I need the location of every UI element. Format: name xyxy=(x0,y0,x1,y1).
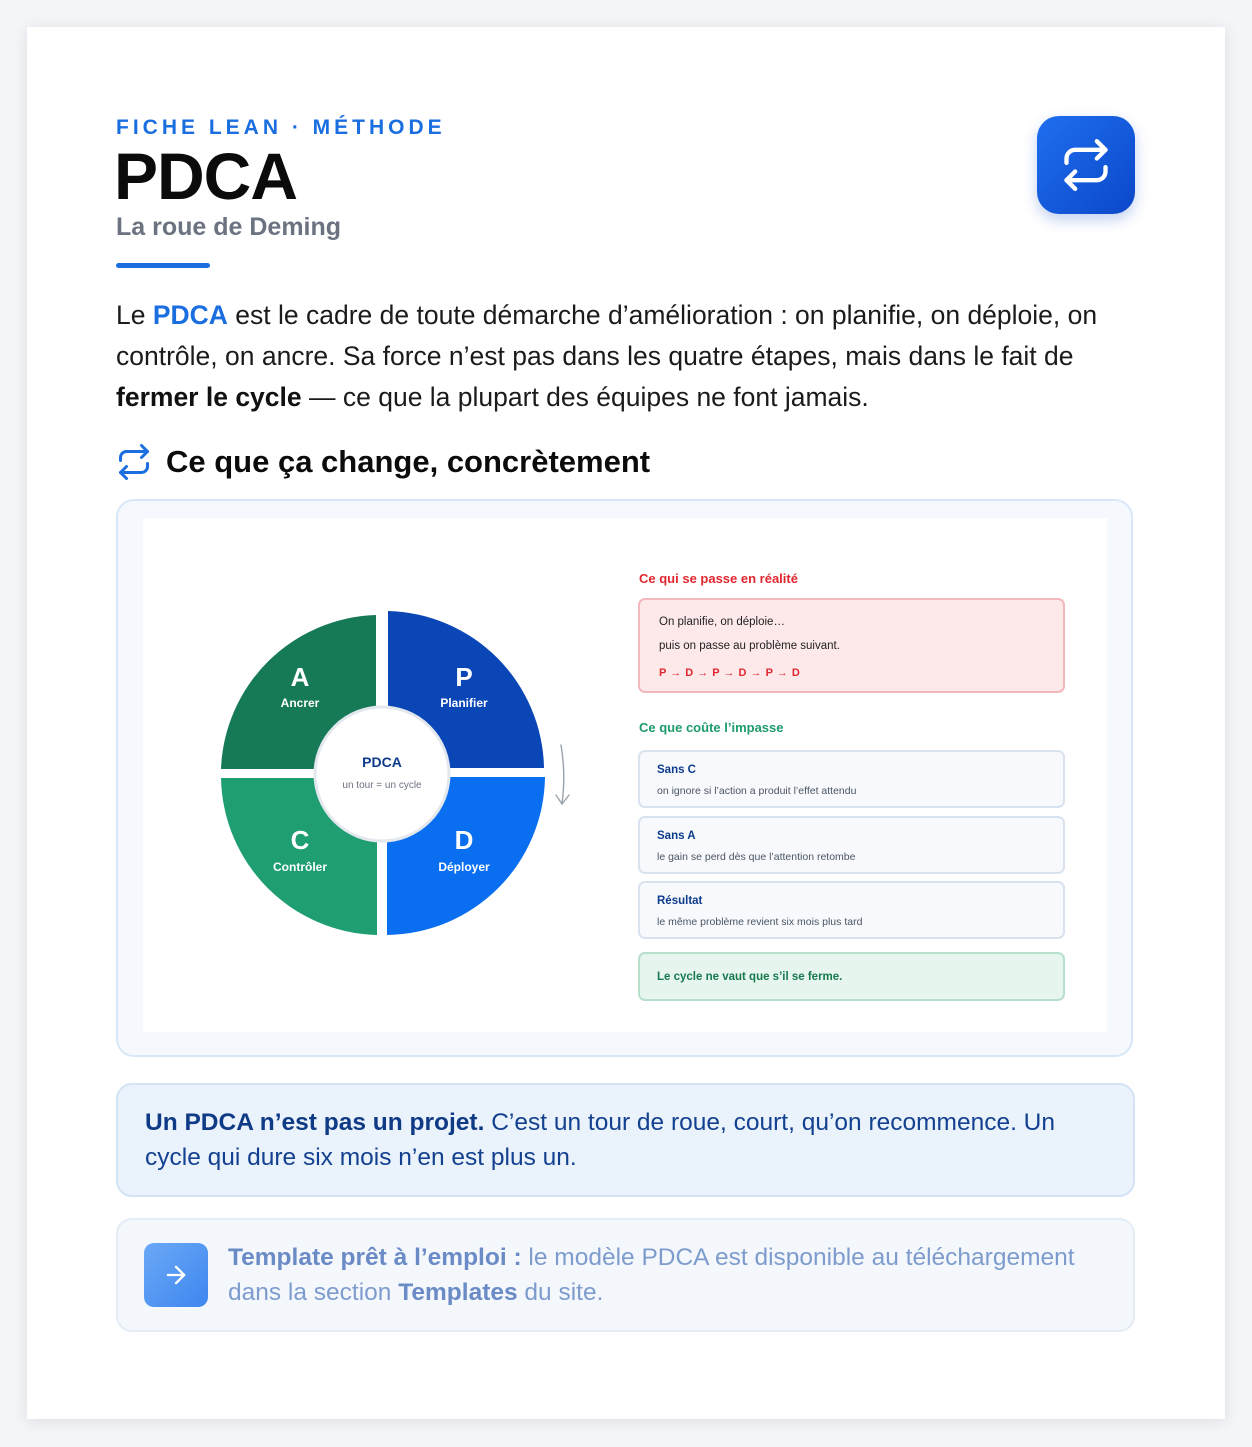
callout-body: C’est un tour de roue, court, qu’on recommence. Un cycle qui dure six mois n’en est plus un. xyxy=(145,1109,1056,1171)
cost-item-desc: le même problème revient six mois plus tard xyxy=(657,916,863,928)
eyebrow: FICHE LEAN · MÉTHODE xyxy=(116,116,446,139)
section-heading xyxy=(116,444,650,480)
template-bold: Template prêt à l’emploi : xyxy=(228,1244,522,1271)
template-text xyxy=(228,1240,1128,1310)
conclusion-box xyxy=(638,952,1065,1001)
cost-item xyxy=(638,816,1065,874)
brand-badge xyxy=(1037,116,1135,214)
intro-paragraph xyxy=(116,295,1126,418)
quadrant-label: Planifier xyxy=(440,696,488,710)
template-body: le modèle PDCA est disponible au téléchargement dans la section xyxy=(228,1244,1075,1306)
intro-highlight: PDCA xyxy=(152,300,228,330)
quadrant-letter: C xyxy=(290,825,310,855)
conclusion-text: Le cycle ne vaut que s’il se ferme. xyxy=(657,971,843,983)
title-underline xyxy=(116,263,210,268)
cost-item xyxy=(638,750,1065,808)
intro-text: est le cadre de toute démarche d’amélioration : on planifie, on déploie, on contrôle, on ancre. Sa force n’est pas dans les quatre étapes, mais dans le fait de xyxy=(116,300,1098,371)
wheel-center-sub: un tour = un cycle xyxy=(342,780,422,791)
repeat-icon xyxy=(1060,139,1112,191)
quadrant-label: Déployer xyxy=(438,860,490,874)
cost-label: Ce que coûte l’impasse xyxy=(639,720,784,735)
intro-text: — ce que la plupart des équipes ne font jamais. xyxy=(301,382,869,412)
templates-link[interactable]: Templates xyxy=(398,1279,518,1306)
wheel-center xyxy=(315,707,449,841)
repeat-icon xyxy=(116,444,152,480)
callout-text xyxy=(145,1105,1105,1175)
callout-box xyxy=(116,1083,1135,1197)
intro-bold: fermer le cycle xyxy=(116,382,302,412)
arrow-right-icon xyxy=(162,1261,190,1289)
reality-label: Ce qui se passe en réalité xyxy=(639,571,798,586)
reality-line: On planifie, on déploie… xyxy=(659,616,785,628)
template-banner[interactable] xyxy=(116,1218,1135,1332)
section-title: Ce que ça change, concrètement xyxy=(166,444,651,479)
template-link-button[interactable] xyxy=(144,1243,208,1307)
page-subtitle: La roue de Deming xyxy=(116,213,342,241)
reality-box xyxy=(638,598,1065,693)
rotation-arrow-icon xyxy=(556,745,569,804)
quadrant-letter: P xyxy=(455,662,473,692)
quadrant-letter: A xyxy=(290,662,310,692)
pdca-wheel xyxy=(210,600,580,945)
cost-item xyxy=(638,881,1065,939)
cost-item-title: Sans A xyxy=(657,830,696,842)
page-title: PDCA xyxy=(114,139,298,213)
cost-item-title: Résultat xyxy=(657,895,703,907)
cost-item-title: Sans C xyxy=(657,764,696,776)
cost-item-desc: on ignore si l’action a produit l’effet attendu xyxy=(657,785,857,797)
reality-sequence: P → D → P → D → P → D xyxy=(659,667,801,679)
template-body: du site. xyxy=(517,1279,604,1306)
reality-line: puis on passe au problème suivant. xyxy=(659,640,840,652)
quadrant-label: Contrôler xyxy=(273,860,327,874)
quadrant-letter: D xyxy=(454,825,474,855)
cost-item-desc: le gain se perd dès que l’attention retombe xyxy=(657,851,856,863)
quadrant-label: Ancrer xyxy=(280,696,320,710)
intro-text: Le xyxy=(116,300,153,330)
callout-bold: Un PDCA n’est pas un projet. xyxy=(145,1109,485,1136)
wheel-center-title: PDCA xyxy=(362,754,402,770)
